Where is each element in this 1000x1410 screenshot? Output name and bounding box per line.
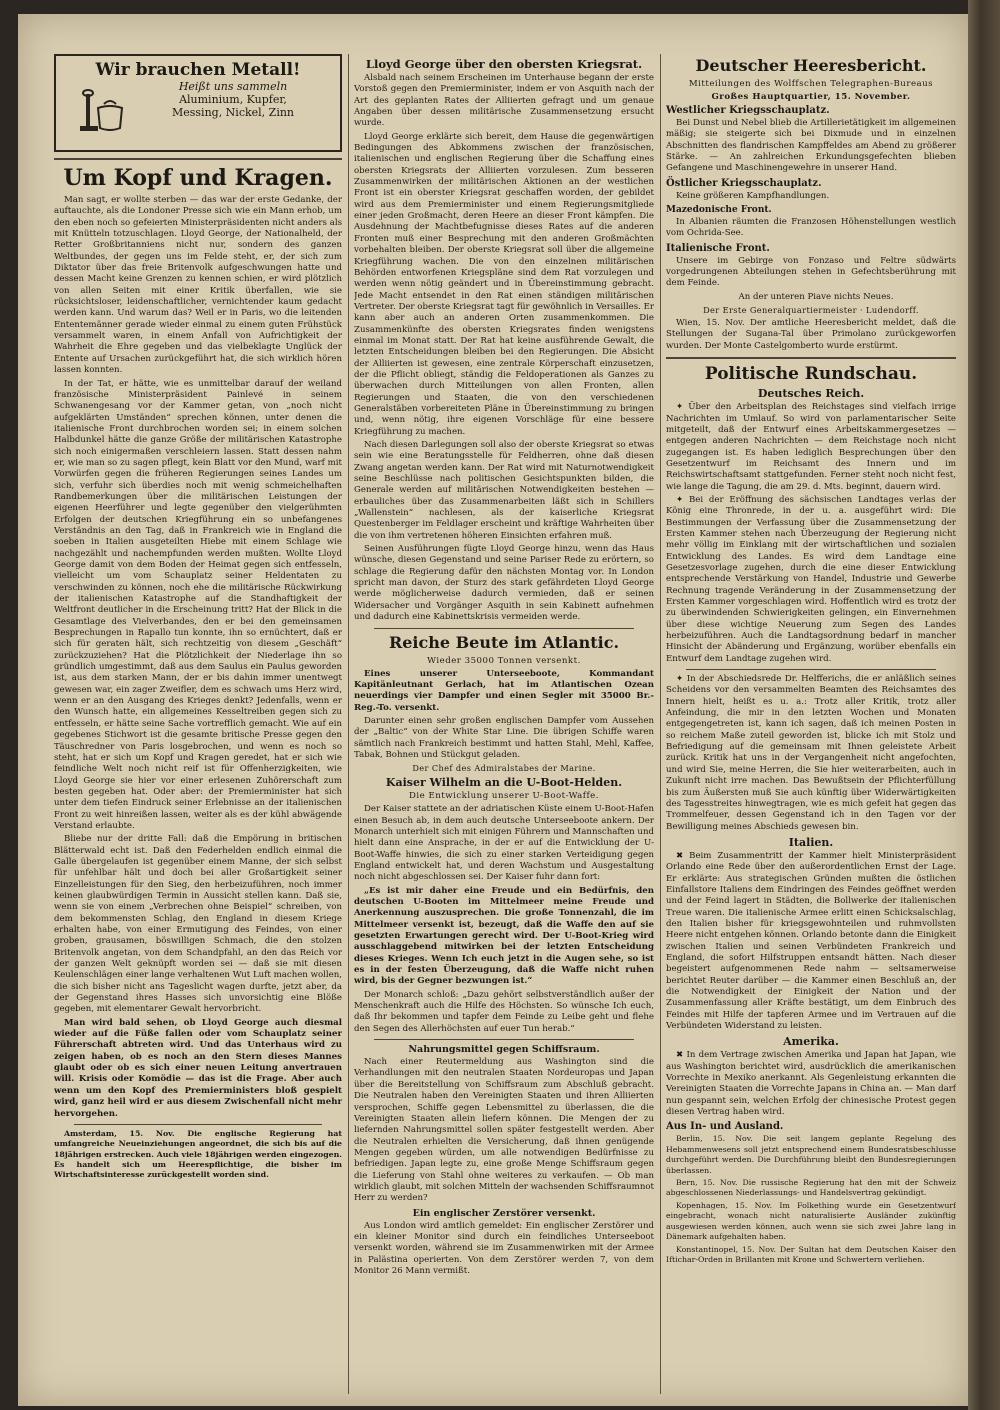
signature: Der Erste Generalquartiermeister · Ludendorff. <box>703 305 919 316</box>
paragraph: In der Tat, er hätte, wie es unmittelbar darauf der weiland französische Ministerpräsident Painlevé in seinem Schwanengesang vor der Kammer getan, von „noch nicht aufgeklärten Umständen“ sprechen können, unter denen die italienische Front durchbrochen worden sei; in einem solchen Halbdunkel hätte die ganze Größe der militärischen Katastrophe sich noch einigermaßen verschleiern lassen. Statt dessen nahm er, wie man so zu sagen pflegt, kein Blatt vor den Mund, warf mit Vorwürfen gegen die früheren Regierungen seines Landes um sich, verfuhr sich überdies noch mit wenig schmeichelhaften Randbemerkungen über die militärischen Leistungen der eigenen Heerführer und legte gegenüber den vielgerühmten Erfolgen der deutschen Kriegführung ein so unbefangenes Verständnis an den Tag, daß in Frankreich wie in England die soeben in Italien ausgeteilten Hiebe mit einem Schlage wie nachgezählt und nachempfunden werden mußten. Wollte Lloyd George damit von dem Boden der Heimat gegen sich entfesseln, vielleicht um vom Schauplatz seiner Heldentaten zu verschwinden zu können, noch ehe die militärische Rückwirkung der italienischen Katastrophe auf die Standhaftigkeit der Weltfront deutlicher in die Erscheinung tritt? Hat der Blick in die Gesamtlage des Vielverbandes, den er bei den gemeinsamen Besprechungen in Rapallo tun konnte, ihn so ernüchtert, daß er sich für geraten hält, sich rechtzeitig von diesem „Geschäft“ zurückzuziehen? Hat die Plötzlichkeit der Niederlage ihn so gründlich umgestimmt, daß aus dem Saulus ein Paulus geworden ist, aus dem starken Mann, der er bis dahin immer unentwegt gewesen war, ein zager Zweifler, dem es schwach ums Herz wird, wenn er an den Ausgang des Krieges denkt? Jedenfalls, wenn er den Wunsch hatte, ein allgemeines Kesseltreiben gegen sich zu entfesseln, er hätte seine Sache vortrefflich gemacht. Wie auf ein gegebenes Stichwort ist die gesamte britische Presse gegen den Täuschredner von Paris losgebrochen, und wenn es noch so steht, hat er sich um Kopf und Kragen geredet, hat er sich wie feindliche Welt noch nicht reif ist für Offenherzigkeiten, wie Lloyd George sie hier vor einer erlesenen Zuhörerschaft zum besten gegeben hat. Oder aber: der Premierminister hat sich unter dem tiefen Eindruck seiner Erlebnisse an der italienischen Front zu weit hinreißen lassen, weiter als es der kühl abwägende Verstand erlaubte. <box>54 378 342 831</box>
section-heading: Östlicher Kriegsschauplatz. <box>666 177 822 189</box>
section-heading: Mazedonische Front. <box>666 205 772 216</box>
cooking-pot-icon <box>76 86 126 138</box>
paragraph: Eines unserer Unterseeboote, Kommandant Kapitänleutnant Gerlach, hat im Atlantischen Ozean neuerdings vier Dampfer und einen Segler mit 35000 Br.-Reg.-To. versenkt. <box>354 668 654 713</box>
paragraph: Wien, 15. Nov. Der amtliche Heeresbericht meldet, daß die Stellungen der Sugana-Tal über Primolano zurückgeworfen wurden. Der Monte Castelgomberto wurde erstürmt. <box>666 318 956 351</box>
section-heading: Westlicher Kriegsschauplatz. <box>666 105 830 116</box>
paragraph: Man wird bald sehen, ob Lloyd George auch diesmal wieder auf die Füße fallen oder vom Schauplatz seiner Führerschaft abtreten wird. Und das Unterhaus wird zu zeigen haben, ob es noch an den Stern dieses Mannes glaubt oder ob es sich einer neuen Leitung anvertrauen will. Krisis oder Komödie — das ist die Frage. Aber auch wenn um den Kopf des Premierministers bloß gespielt wird, ganz heil wird er aus diesem Zwischenfall nicht mehr hervorgehen. <box>54 1017 342 1119</box>
paragraph: Darunter einen sehr großen englischen Dampfer vom Aussehen der „Baltic“ von der White Star Line. Die übrigen Schiffe waren sämtlich nach Frankreich bestimmt und hatten Stahl, Mehl, Kaffee, Tabak, Bohnen und Stückgut geladen. <box>354 715 654 760</box>
paragraph: Man sagt, er wollte sterben — das war der erste Gedanke, der auftauchte, als die Londoner Presse sich wie ein Mann erhob, um den eben noch so gefeierten Ministerpräsidenten nicht anders als mit Knütteln totzuschlagen. Lloyd George, der Nationalheld, der Retter Großbritanniens nicht nur, sondern des ganzen Weltbundes, der gegen uns im Felde steht, er, der sich zum Diktator über das freie Britenvolk aufgeschwungen hatte und dessen Macht keine Grenzen zu kennen schien, er wird plötzlich von allen Seiten mit einer Kritik überfallen, wie sie rücksichtsloser, leidenschaftlicher, vernichtender kaum gedacht werden kann. Und warum das? Weil er in Paris, wo die leitenden Ententemänner gerade wieder einmal zu einem guten Frühstück versammelt waren, in einem Anfall von Aufrichtigkeit der Wahrheit die Ehre gegeben und das vielbeklagte Unglück der Entente auf Ursachen zurückgeführt hat, die sich wirklich hören lassen konnten. <box>54 195 342 376</box>
paragraph: Nach diesen Darlegungen soll also der oberste Kriegsrat so etwas sein wie eine Beratungsstelle für Feldherren, ohne daß diesen Zwang angetan werden kann. Der Rat wird mit Naturnotwendigkeit seine Beschlüsse nach politischen Gesichtspunkten bilden, die Generale werden auf militärischen Notwendigkeiten bestehen — erbauliches über das Zusammenarbeiten läßt sich in Schillers „Wallenstein“ nachlesen, als der kaiserliche Kriegsrat Questenberger im Feldlager erscheint und kräftige Wahrheiten über die von ihm vertretenen höheren Einsichten erfahren muß. <box>354 440 654 541</box>
binding-edge <box>968 0 1000 1410</box>
section-heading: Amerika. <box>783 1035 839 1049</box>
section-heading: Italien. <box>788 835 834 849</box>
article-subtitle: Mitteilungen des Wolffschen Telegraphen-Bureaus <box>688 79 934 89</box>
ad-line-1: Heißt uns sammeln <box>178 80 288 93</box>
news-note: Kopenhagen, 15. Nov. Im Folkething wurde ein Gesetzentwurf eingebracht, wonach nicht naturalisierte Ausländer zukünftig ausgewiesen werden können, auch wenn sie sich zwei Jahre lang in Dänemark aufgehalten haben. <box>666 1200 956 1242</box>
section-heading: Italienische Front. <box>666 242 770 254</box>
news-note: Berlin, 15. Nov. Die seit langem geplante Regelung des Hebammenwesens soll jetzt entsprechend einem Bundesratsbeschlusse durchgeführt werden. Die Durchführung bleibt den Bundesregierungen überlassen. <box>666 1134 956 1175</box>
article-title-atlantic: Reiche Beute im Atlantic. <box>388 632 620 652</box>
paragraph: ✦ Über den Arbeitsplan des Reichstages sind vielfach irrige Nachrichten im Umlauf. So wird von parlamentarischer Seite mitgeteilt, daß der Entwurf eines Arbeitskammergesetzes — entgegen anderen Nachrichten — dem Reichstage noch nicht zugegangen ist. Es haben lediglich Besprechungen über den Gesetzentwurf im Reichsamt des Innern und im Reichswirtschaftsamt stattgefunden. Ferner steht noch nicht fest, wie lange die Tagung, die am 29. d. Mts. beginnt, dauern wird. <box>666 402 956 492</box>
paragraph: Der Kaiser stattete an der adriatischen Küste einem U-Boot-Hafen einen Besuch ab, in dem auch deutsche Unterseeboote ankern. Der Monarch unterhielt sich mit einigen Führern und Mannschaften und hielt dann eine Ansprache, in der er auf die Entwicklung der U-Boot-Waffe hinwies, die sich zu einer starken Verteidigung gegen England entwickelt hat, und deren Wachstum und Ausgestaltung noch nicht abgeschlossen sei. Der Kaiser fuhr dann fort: <box>354 804 654 883</box>
article-subtitle: Die Entwicklung unserer U-Boot-Waffe. <box>409 791 599 802</box>
paragraph: Unsere im Gebirge von Fonzaso und Feltre südwärts vorgedrungenen Abteilungen stehen in Gefechtsberührung mit dem Feinde. <box>666 255 956 289</box>
divider <box>686 669 936 670</box>
article-title-rundschau: Politische Rundschau. <box>704 364 918 385</box>
paragraph: Der Monarch schloß: „Dazu gehört selbstverständlich außer der Menschenkraft auch die Hilfe des Höchsten. So wünsche Ich euch, daß Ihr bekommen und tapfer dem Feinde zu Leibe geht und flehe den Segen des Allerhöchsten auf euer Tun herab.“ <box>354 989 654 1034</box>
paragraph: Lloyd George erklärte sich bereit, dem Hause die gegenwärtigen Bedingungen des Abkommens zwischen der französischen, italienischen und englischen Regierung über die Schaffung eines obersten Kriegsrats der Alliierten vorzulesen. Zum besseren Zusammenwirken der militärischen Aktionen an der westlichen Front ist ein oberster Kriegsrat geschaffen worden, der gebildet wird aus dem Premierminister und einem Regierungsmitgliede einer jeden Großmacht, deren Heere an dieser Front kämpfen. Die Ausdehnung der Machtbefugnisse dieses Rates auf die anderen Fronten muß einer Besprechung mit den anderen Großmächten vorbehalten bleiben. Der oberste Kriegsrat soll über die allgemeine Kriegführung wachen. Die von den einzelnen militärischen Behörden entworfenen Kriegspläne sind dem Rat vorzulegen und werden wenn nötig geändert und in Übereinstimmung gebracht. Jede Macht entsendet in den Rat einen ständigen militärischen Vertreter. Der oberste Kriegsrat tagt für gewöhnlich in Versailles. Er kann aber auch an anderen Orten zusammenkommen. Die Zusammenkünfte des obersten Kriegsrates finden wenigstens einmal im Monat statt. Der Rat hat keine ausführende Gewalt, die letzten Entscheidungen bleiben bei den Regierungen. Die Absicht der Alliierten ist gewesen, eine zentrale Körperschaft einzusetzen, der die Pflicht obliegt, ständig die Feldoperationen als Ganzes zu überwachen durch Mitteilungen von allen Fronten, allen Regierungen und Staaten, die von den verschiedenen Generalstäben vorbereiteten Pläne in Übereinstimmung zu bringen und, wenn nötig, ihre eigenen Vorschläge für eine bessere Kriegführung zu machen. <box>354 131 654 437</box>
divider <box>54 158 342 160</box>
paragraph: Aus London wird amtlich gemeldet: Ein englischer Zerstörer und ein kleiner Monitor sind durch ein feindliches Unterseeboot versenkt worden, während sie im Zusammenwirken mit der Armee in Palästina operierten. Von dem Zerstörer werden 7, von dem Monitor 26 Mann vermißt. <box>354 1220 654 1276</box>
paragraph: Nach einer Reutermeldung aus Washington sind die Verhandlungen mit den neutralen Staaten Nordeuropas und Japan über die Bereitstellung von Schiffsraum zum Abschluß gebracht. Die Neutralen haben den Vereinigten Staaten und ihren Alliierten versprochen, Schiffe gegen Lebensmittel zu überlassen, die die Vereinigten Staaten allein liefern können. Die Mengen der zu liefernden Nahrungsmittel sollen später festgestellt werden. Aber die Neutralen erhielten die Versicherung, daß ihnen genügende Mengen gegeben würden, um alle notwendigen Bedürfnisse zu befriedigen. Japan legte zu, eine große Menge Schiffsraum gegen die Lieferung von Stahl ohne weiteres zu verkaufen. — Ob man wirklich glaubt, mit solchen Mitteln der wachsenden Schiffsraumnot Herr zu werden? <box>354 1057 654 1204</box>
article-title-kaiser: Kaiser Wilhelm an die U-Boot-Helden. <box>385 776 623 790</box>
signature: Der Chef des Admiralstabes der Marine. <box>412 763 596 774</box>
paragraph: An der unteren Piave nichts Neues. <box>738 291 894 302</box>
column-2 <box>354 54 654 1399</box>
paragraph: In Albanien räumten die Franzosen Höhenstellungen westlich vom Ochrida-See. <box>666 217 956 239</box>
article-title-kriegsrat: Lloyd George über den obersten Kriegsrat. <box>365 57 643 71</box>
divider <box>374 1039 634 1040</box>
paragraph: Seinen Ausführungen fügte Lloyd George hinzu, wenn das Haus wünsche, diesen Gegenstand und seine Pariser Rede zu erörtern, so schlage die Regierung dafür den nächsten Montag vor. In London spricht man davon, der Sturz des stark gefährdeten Lloyd George werde möglicherweise dadurch vermieden, daß er seinen Widersacher und Vorgänger Asquith in sein Kabinett aufnehmen und dadurch eine Kabinettskrisis vermeiden werde. <box>354 544 654 623</box>
news-note-amsterdam: Amsterdam, 15. Nov. Die englische Regierung hat umfangreiche Neueinziehungen angeordnet, die sich bis auf die 18jährigen erstrecken. Auch viele 18jährigen werden eingezogen. Es handelt sich um Heerespflichtige, die bisher im Wirtschaftsinteresse zurückgestellt worden sind. <box>54 1128 342 1180</box>
paragraph: Alsbald nach seinem Erscheinen im Unterhause begann der erste Vorstoß gegen den Premierminister, indem er von Asquith nach der Art des geplanten Rates der Alliierten gefragt und um genaue Angaben über dessen militärische Zusammensetzung ersucht wurde. <box>354 73 654 129</box>
column-1 <box>54 54 342 1399</box>
column-rule-2 <box>660 54 661 1394</box>
divider <box>74 1124 322 1125</box>
divider <box>666 357 956 359</box>
article-subtitle: Wieder 35000 Tonnen versenkt. <box>427 655 581 666</box>
article-title-kopf-kragen: Um Kopf und Kragen. <box>63 165 333 191</box>
section-heading: Deutsches Reich. <box>757 387 865 401</box>
paragraph: ✦ In der Abschiedsrede Dr. Helfferichs, die er anläßlich seines Scheidens vor den versammelten Beamten des Reichsamtes des Innern hielt, heißt es u. a.: Trotz aller Kritik, trotz aller Anfeindung, die mir in den letzten Wochen und Monaten entgegengetreten ist, kann ich sagen, daß ich meinen Posten in so reichem Maße zuteil geworden ist, blicke ich mit Stolz und Befriedigung auf die gemeinsam mit Ihnen geleistete Arbeit zurück. Kritik hat uns in der Vergangenheit nicht angefochten, und wird Sie, meine Herren, die Sie hier weiterarbeiten, auch in Zukunft nicht irre machen. Das Bewußtsein der Pflichterfüllung bis zum Äußersten muß Sie auch künftig über Widerwärtigkeiten des Tagesstreites hinwegtragen, wie es mich gefeit hat gegen das Trommelfeuer, dessen Gegenstand ich in den Tagen vor der Bewilligung meines Abschieds gewesen bin. <box>666 674 956 832</box>
section-heading: Aus In- und Ausland. <box>666 1121 784 1133</box>
newspaper-page <box>18 14 968 1406</box>
divider <box>374 628 634 629</box>
paragraph: ✖ Beim Zusammentritt der Kammer hielt Ministerpräsident Orlando eine Rede über den außerordentlichen Ernst der Lage. Er erklärte: Aus strategischen Gründen mußten die östlichen Einfallstore Italiens dem Eindringen des Feindes geöffnet werden und der Feind lagert in Städten, die Bollwerke der italienischen Treue waren. Die italienische Armee erlitt einen Schicksalschlag, den Italien bisher für kriegsgewohnteilen und ruhmvollsten Heere nicht entgehen können. Orlando betonte dann die Einigkeit zwischen Italien und seinen Verbündeten Frankreich und England, die sofort Hilfstruppen entsandt hätten. Nach dieser begeistert aufgenommenen Rede nahm — seltsamerweise berichtet Reuter darüber — die Kammer einen Beschluß an, der die Notwendigkeit der Einigkeit der Nation und der Zusammenfassung aller Kräfte bestätigt, um dem Einbruch des Feindes mit Hilfe der tapferen Armee und im Vertrauen auf die Verbündeten Widerstand zu leisten. <box>666 850 956 1032</box>
article-title-nahrungsmittel: Nahrungsmittel gegen Schiffsraum. <box>408 1044 600 1056</box>
paragraph: ✖ In dem Vertrage zwischen Amerika und Japan hat Japan, wie aus Washington berichtet wird, ausdrücklich die amerikanischen Vorrechte in Mexiko anerkannt. Als Gegenleistung erkannten die Vereinigten Staaten die Vorrechte Japans in China an. — Man darf nun gespannt sein, welchen Erfolg der chinesische Protest gegen diesen Vertrag haben wird. <box>666 1050 956 1118</box>
paragraph: Bliebe nur der dritte Fall: daß die Empörung in britischen Blätterwald echt ist. Daß den Federhelden endlich einmal die Galle übergelaufen ist gegenüber einem Manne, der sich selbst für unfehlbar hält und doch bei aller Großartigkeit seiner Einzelleistungen für den Sieg, den herbeizuführen, noch immer keinen glaubwürdigen Termin in Aussicht stellen kann. Daß sie, wenn sie von einem „Verbrechen ohne Beispiel“ schreiben, von dem bekommensten Schlag, den England in diesem Kriege erhalten habe, von einer Ermutigung des Feindes, von einer groben, grausamen, böswilligen Schmach, die den stolzen Britenvolk angetan, von dem Schandpfahl, an den das Reich vor der ganzen Welt geknüpft worden sei — daß sie mit diesen Keulenschlägen einer lange verhaltenen Wut Luft machen wollen, die sich bisher nicht ans Tageslicht wagen durfte, jetzt aber, da der Gegenstand ihres Hasses sich unvorsichtig eine Blöße gegeben, mit elementarer Gewalt hervorbricht. <box>54 834 342 1015</box>
column-rule-1 <box>348 54 349 1394</box>
ad-line-2: Aluminium, Kupfer, <box>179 93 287 106</box>
column-3 <box>666 54 956 1399</box>
news-note: Bern, 15. Nov. Die russische Regierung hat den mit der Schweiz abgeschlossenen Niederlassungs- und Handelsvertrag gekündigt. <box>666 1178 956 1198</box>
metal-collection-ad <box>54 54 342 152</box>
dateline: Großes Hauptquartier, 15. November. <box>711 92 911 102</box>
news-note: Konstantinopel, 15. Nov. Der Sultan hat dem Deutschen Kaiser den Iftichar-Orden in Brillanten mit Krone und Schwertern verliehen. <box>666 1244 956 1264</box>
ad-title: Wir brauchen Metall! <box>95 60 301 80</box>
ad-line-3: Messing, Nickel, Zinn <box>171 106 295 119</box>
paragraph: Keine größeren Kampfhandlungen. <box>676 190 830 201</box>
article-title-zerstoerer: Ein englischer Zerstörer versenkt. <box>412 1207 596 1219</box>
paragraph: „Es ist mir daher eine Freude und ein Bedürfnis, den deutschen U-Booten im Mittelmeer meine Freude und Anerkennung auszusprechen. Die große Tonnenzahl, die im Mittelmeer versenkt ist, bezeugt, daß die Waffe den auf sie gesetzten Erwartungen gerecht wird. Der U-Boot-Krieg wird ausschlaggebend mitwirken bei der letzten Entscheidung dieses Krieges. Wenn Ich euch jetzt in die Augen sehe, so ist es in der festen Überzeugung, daß die Waffe nicht ruhen wird, bis der Gegner bezwungen ist.“ <box>354 885 654 987</box>
paragraph: Bei Dunst und Nebel blieb die Artillerietätigkeit im allgemeinen mäßig; sie steigerte sich bei Dixmude und in einzelnen Abschnitten des flandrischen Kampffeldes am Abend zu größerer Stärke. — An zahlreichen Erkundungsgefechten blieben Gefangene und Maschinengewehre in unserer Hand. <box>666 118 956 174</box>
paragraph: ✦ Bei der Eröffnung des sächsischen Landtages verlas der König eine Thronrede, in der u. a. ausgeführt wird: Die Bestimmungen der Verfassung über die Zusammensetzung der Ersten Kammer stehen nach Überzeugung der Regierung nicht mehr völlig im Einklang mit der wirtschaftlichen und sozialen Entwicklung des Landes. Es wird dem Landtage eine Gesetzesvorlage zugehen, durch die eine dieser Entwicklung entsprechende Verstärkung von Handel, Industrie und Gewerbe Rechnung tragende Veränderung in der Zusammensetzung der Ersten Kammer vorgeschlagen wird. Hoffentlich wird es trotz der zu überwindenden Schwierigkeiten gelingen, ein Einvernehmen über diese wichtige Neuerung zum Segen des Landes herbeizuführen. Auch die Landtagsordnung bedarf in mancher Hinsicht der Abänderung und Ergänzung, worüber ebenfalls ein Entwurf dem Landtage zugehen wird. <box>666 494 956 664</box>
article-title-heeresbericht: Deutscher Heeresbericht. <box>695 56 927 75</box>
